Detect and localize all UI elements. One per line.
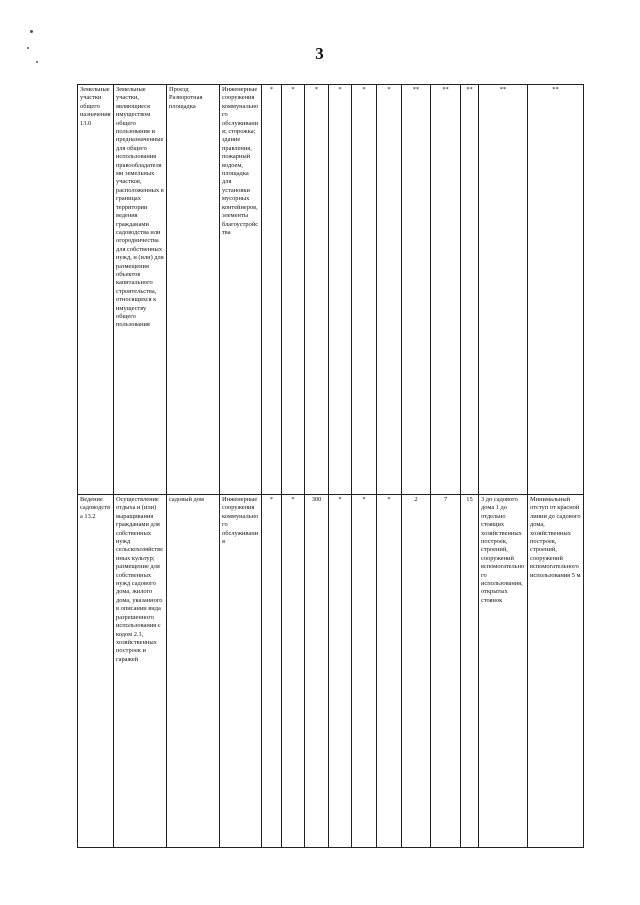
param-cell: 300 bbox=[305, 495, 329, 848]
red-line-cell: Минимальный отступ от красной линии до садового дома, хозяйственных построек, строений, сооружений вспомогательного использования 5 м bbox=[528, 495, 584, 848]
param-cell: ** bbox=[461, 85, 479, 495]
page-number: 3 bbox=[315, 44, 325, 63]
land-use-table bbox=[77, 84, 584, 848]
aux-use-cell: Инженерные сооружения коммунального обслуживания; сторожка; здание правления, пожарный водоем, площадка для установки мусорных контейнеров, элементы благоустройства bbox=[220, 85, 262, 495]
setback-cell: 3 до садового дома 1 до отдельно стоящих хозяйственных построек, строений, сооружений вспомогательного использования, открытых стоянок bbox=[479, 495, 528, 848]
main-use-cell: Проезд Разворотная площадка bbox=[167, 85, 220, 495]
table-row bbox=[78, 85, 584, 495]
param-cell: * bbox=[262, 495, 282, 848]
param-cell: 7 bbox=[431, 495, 461, 848]
table-row bbox=[78, 495, 584, 848]
description-cell: Осуществление отдыха и (или) выращивания гражданами для собственных нужд сельскохозяйственных культур; размещение для собственных нужд садового дома, жилого дома, указанного в описании вида разрешенного использования с кодом 2.1, хозяйственных построек и гаражей bbox=[114, 495, 167, 848]
main-use-cell: садовый дом bbox=[167, 495, 220, 848]
param-cell: * bbox=[329, 85, 352, 495]
param-cell: * bbox=[352, 495, 377, 848]
zone-name-cell: Ведение садоводства 13.2 bbox=[78, 495, 114, 848]
zone-name-cell: Земельные участки общего назначения 13.0 bbox=[78, 85, 114, 495]
scan-speck bbox=[36, 61, 38, 63]
param-cell: ** bbox=[479, 85, 528, 495]
param-cell: * bbox=[377, 495, 402, 848]
param-cell: 15 bbox=[461, 495, 479, 848]
param-cell: * bbox=[377, 85, 402, 495]
param-cell: 2 bbox=[402, 495, 431, 848]
param-cell: ** bbox=[402, 85, 431, 495]
scan-speck bbox=[30, 30, 33, 33]
description-cell: Земельные участки, являющиеся имуществом общего пользования и предназначенные для общего использования правообладателями земельных участков, расположенных в границах территории ведения гражданами садоводства или огородничества для собственных нужд, и (или) для размещения объектов капитального строительства, относящихся к имуществу общего пользования bbox=[114, 85, 167, 495]
param-cell: * bbox=[305, 85, 329, 495]
aux-use-cell: Инженерные сооружения коммунального обслуживания bbox=[220, 495, 262, 848]
param-cell: ** bbox=[431, 85, 461, 495]
param-cell: * bbox=[282, 85, 305, 495]
param-cell: * bbox=[329, 495, 352, 848]
scan-speck bbox=[27, 47, 29, 49]
param-cell: * bbox=[282, 495, 305, 848]
param-cell: ** bbox=[528, 85, 584, 495]
param-cell: * bbox=[352, 85, 377, 495]
param-cell: * bbox=[262, 85, 282, 495]
